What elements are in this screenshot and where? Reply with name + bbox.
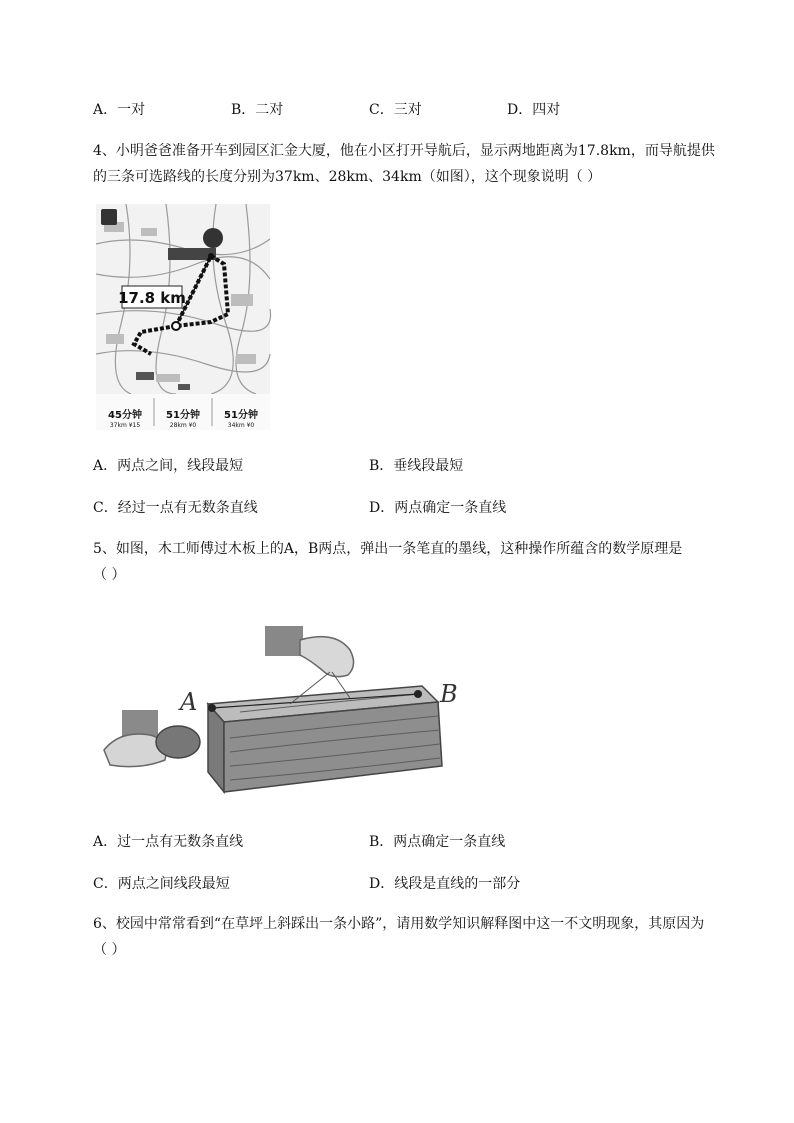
navigation-map-figure xyxy=(96,204,270,430)
q6-stem xyxy=(93,911,743,963)
route-3-sub: 34km ¥0 xyxy=(227,422,255,429)
q5-stem-line1: 5、如图，木工师傅过木板上的A，B两点，弹出一条笔直的墨线，这种操作所蕴含的数学原理是 xyxy=(93,541,683,557)
q3-option-d[interactable]: D．四对 xyxy=(507,102,561,118)
q5-option-c[interactable]: C．两点之间线段最短 xyxy=(93,876,230,892)
route-1-time: 45分钟 xyxy=(108,410,142,421)
q4-option-a[interactable]: A．两点之间，线段最短 xyxy=(93,458,244,474)
q5-option-b[interactable]: B．两点确定一条直线 xyxy=(369,834,506,850)
carpenter-board-figure xyxy=(100,620,458,800)
q4-stem-line2: 的三条可选路线的长度分别为37km、28km、34km（如图），这个现象说明（ ） xyxy=(93,169,602,185)
route-1-sub: 37km ¥15 xyxy=(109,422,141,429)
q5-stem-line2: （ ） xyxy=(93,567,126,583)
q4-option-d[interactable]: D．两点确定一条直线 xyxy=(369,500,507,516)
q6-stem-line1: 6、校园中常常看到“在草坪上斜踩出一条小路”，请用数学知识解释图中这一不文明现象，其原因为 xyxy=(93,916,705,932)
q4-option-c[interactable]: C．经过一点有无数条直线 xyxy=(93,500,258,516)
q5-option-a[interactable]: A．过一点有无数条直线 xyxy=(93,834,244,850)
point-b-label: B xyxy=(440,680,458,708)
route-2-sub: 28km ¥0 xyxy=(169,422,197,429)
q4-stem xyxy=(93,138,743,190)
q5-option-d[interactable]: D．线段是直线的一部分 xyxy=(369,876,521,892)
q3-option-a[interactable]: A．一对 xyxy=(93,102,146,118)
q4-stem-line1: 4、小明爸爸准备开车到园区汇金大厦，他在小区打开导航后，显示两地距离为17.8km，而导航提供 xyxy=(93,143,715,159)
q5-stem xyxy=(93,536,743,588)
map-distance-label: 17.8 km xyxy=(118,289,186,307)
route-3-time: 51分钟 xyxy=(224,410,258,421)
q4-option-b[interactable]: B．垂线段最短 xyxy=(369,458,464,474)
point-a-label: A xyxy=(180,688,198,716)
q3-option-b[interactable]: B．二对 xyxy=(231,102,284,118)
route-2-time: 51分钟 xyxy=(166,410,200,421)
carpenter-board-image xyxy=(100,620,458,800)
q6-stem-line2: （ ） xyxy=(93,942,126,958)
navigation-map-image xyxy=(96,204,270,430)
q3-option-c[interactable]: C．三对 xyxy=(369,102,422,118)
